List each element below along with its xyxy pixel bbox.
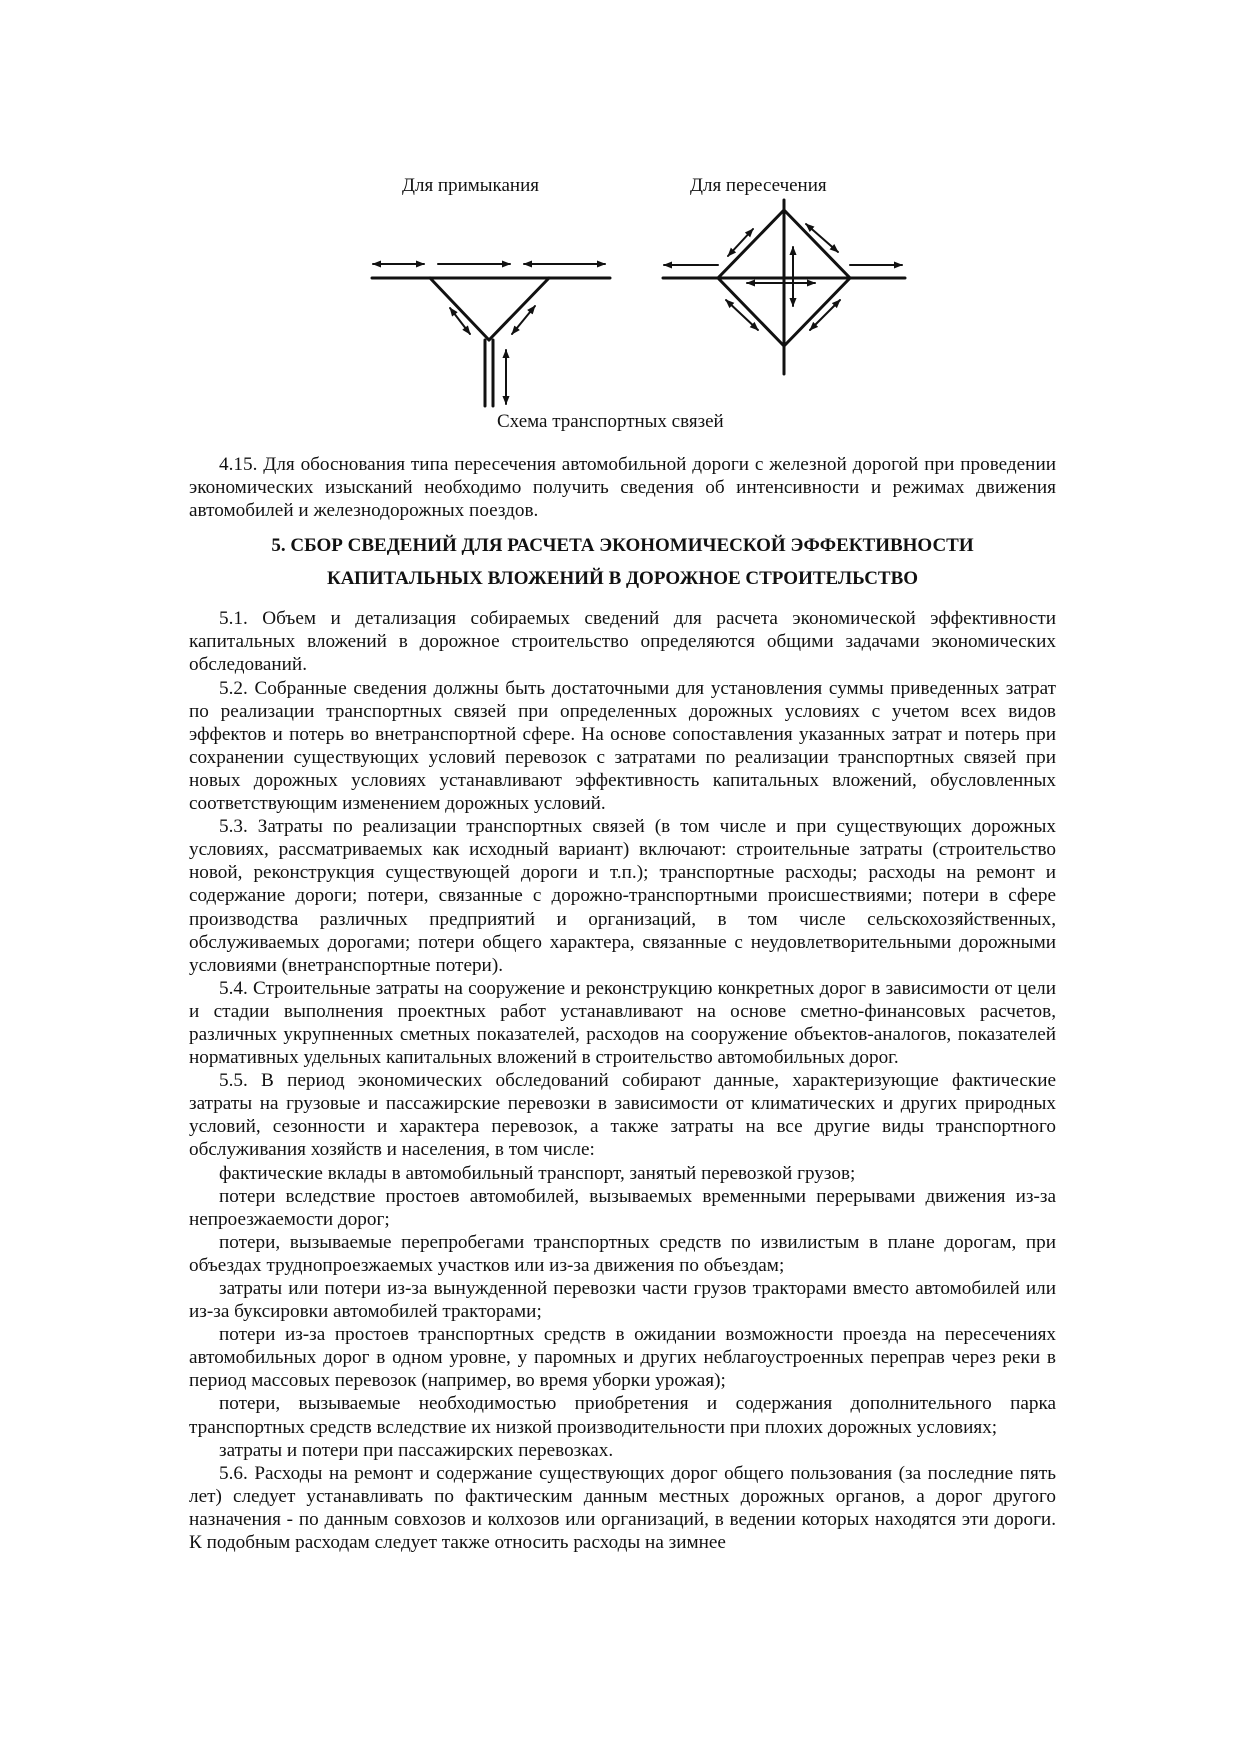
list-item: потери, вызываемые перепробегами транспортных средств по извилистым в плане дорогам, при объездах труднопроезжаемых участков или из-за движения по объездам; <box>189 1231 1056 1276</box>
junction-right-branch <box>489 278 549 340</box>
paragraph: 5.2. Собранные сведения должны быть достаточными для установления суммы приведенных затрат по реализации транспортных связей при определенных дорожных условиях с учетом всех видов эффектов и потерь во внетранспортной сфере. На основе сопоставления указанных затрат и потерь при сохранении существующих условий перевозок с затратами по реализации транспортных связей при новых дорожных условиях устанавливают эффективность капитальных вложений, обусловленных соответствующим изменением дорожных условий. <box>189 677 1056 815</box>
section-heading-line: 5. СБОР СВЕДЕНИЙ ДЛЯ РАСЧЕТА ЭКОНОМИЧЕСКОЙ ЭФФЕКТИВНОСТИ <box>271 535 974 557</box>
paragraph: 4.15. Для обоснования типа пересечения автомобильной дороги с железной дорогой при проведении экономических изысканий необходимо получить сведения об интенсивности и режимах движения автомобилей и железнодорожных поездов. <box>189 454 1056 522</box>
junction-arrows <box>373 264 605 404</box>
arrow <box>728 229 753 256</box>
arrow <box>450 308 470 334</box>
figure-label-intersection: Для пересечения <box>690 175 827 196</box>
paragraph: 5.6. Расходы на ремонт и содержание существующих дорог общего пользования (за последние пять лет) следует устанавливать по фактическим данным местных дорожных органов, а дорог другого назначения - по данным совхозов и колхозов или организаций, в ведении которых находятся эти дороги. К подобным расходам следует также относить расходы на зимнее <box>189 1462 1056 1554</box>
list-item: потери, вызываемые необходимостью приобретения и содержания дополнительного парка транспортных средств вследствие их низкой производительности при плохих дорожных условиях; <box>189 1393 1056 1438</box>
list-item: затраты или потери из-за вынужденной перевозки части грузов тракторами вместо автомобилей или из-за буксировки автомобилей тракторами; <box>189 1278 1056 1323</box>
section-heading-line: КАПИТАЛЬНЫХ ВЛОЖЕНИЙ В ДОРОЖНОЕ СТРОИТЕЛЬСТВО <box>326 568 919 590</box>
list-item: потери вследствие простоев автомобилей, вызываемых временными перерывами движения из-за непроезжаемости дорог; <box>189 1185 1056 1230</box>
paragraph: 5.4. Строительные затраты на сооружение и реконструкцию конкретных дорог в зависимости от цели и стадии выполнения проектных работ устанавливают на основе сметно-финансовых расчетов, различных укрупненных сметных показателей, расходов на сооружение объектов-аналогов, показателей нормативных удельных капитальных вложений в строительство автомобильных дорог. <box>189 977 1056 1069</box>
list-item: затраты и потери при пассажирских перевозках. <box>219 1439 614 1461</box>
figure-label-junction: Для примыкания <box>402 175 540 196</box>
list-item: фактические вклады в автомобильный транспорт, занятый перевозкой грузов; <box>219 1162 856 1184</box>
list-item: потери из-за простоев транспортных средств в ожидании возможности проезда на пересечениях автомобильных дорог в одном уровне, у паромных и других неблагоустроенных переправ через реки в период массовых перевозок (например, во время уборки урожая); <box>189 1324 1056 1392</box>
figure-caption: Схема транспортных связей <box>497 411 724 432</box>
arrow <box>512 306 535 334</box>
paragraph: 5.3. Затраты по реализации транспортных связей (в том числе и при существующих дорожных условиях, рассматриваемых как исходный вариант) включают: строительные затраты (строительство новой, реконструкция существующей дороги и т.п.); транспортные расходы; расходы на ремонт и содержание дороги; потери, связанные с дорожно-транспортными происшествиями; потери в сфере производства различных предприятий и организаций, в том числе сельскохозяйственных, обслуживаемых дорогами; потери общего характера, связанные с неудовлетворительными дорожными условиями (внетранспортные потери). <box>189 816 1056 976</box>
junction-scheme <box>372 278 610 406</box>
transport-links-diagram <box>0 0 1240 420</box>
paragraph: 5.5. В период экономических обследований собирают данные, характеризующие фактические затраты на грузовые и пассажирские перевозки в зависимости от климатических и других природных условий, сезонности и характера перевозок, а также затраты на все другие виды транспортного обслуживания хозяйств и населения, в том числе: <box>189 1070 1056 1161</box>
paragraph: 5.1. Объем и детализация собираемых сведений для расчета экономической эффективности капитальных вложений в дорожное строительство определяются общими задачами экономических обследований. <box>189 608 1056 676</box>
junction-left-branch <box>430 278 489 340</box>
intersection-scheme <box>663 200 905 374</box>
section-heading <box>189 529 1056 595</box>
body-text <box>189 453 1056 1554</box>
